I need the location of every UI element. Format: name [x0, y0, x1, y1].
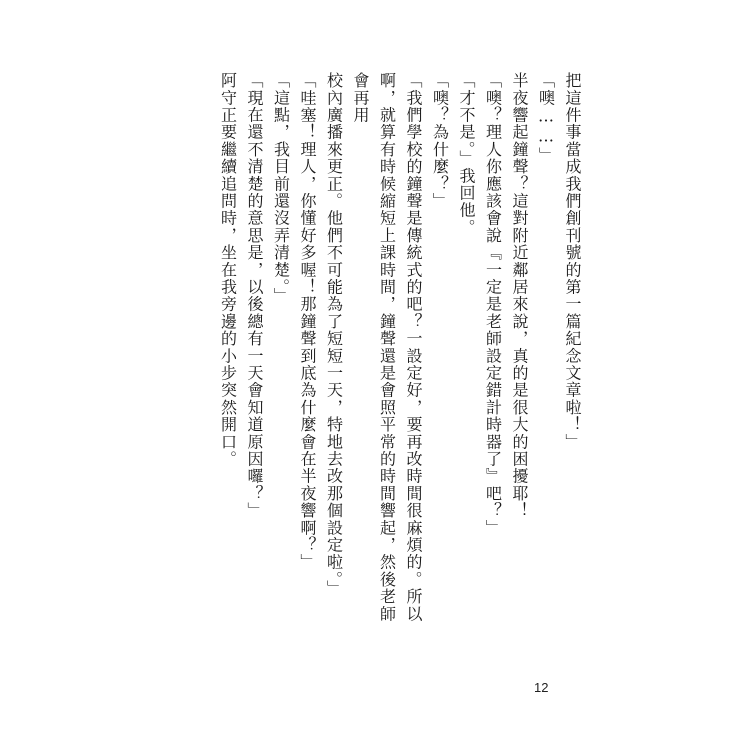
paragraph: 「我們學校的鐘聲是傳統式的吧？一設定好，要再改時間很麻煩的。所以: [404, 72, 423, 623]
paragraph: 「噢……」: [536, 72, 556, 164]
paragraph: 校內廣播來更正。他們不可能為了短短一天，特地去改那個設定啦。」: [324, 72, 344, 598]
paragraph: 「現在還不清楚的意思是，以後總有一天會知道原因囉？」: [245, 72, 264, 520]
paragraph: 「哇塞！理人，你懂好多喔！那鐘聲到底為什麼會在半夜響啊？」: [298, 72, 317, 571]
paragraph: 半夜響起鐘聲？這對附近鄰居來說，真的是很大的困擾耶！: [510, 72, 529, 520]
paragraph: 「才不是。」我回他。: [457, 72, 476, 236]
paragraph: 「噢？為什麼？」: [430, 72, 450, 210]
paragraph: 啊，就算有時候縮短上課時間，鐘聲還是會照平常的時間響起，然後老師會再用: [351, 72, 397, 623]
paragraph: 阿守正要繼續追問時，坐在我旁邊的小步突然開口。: [218, 72, 238, 468]
vertical-text-body: [214, 72, 585, 632]
page-number: 12: [534, 680, 549, 695]
paragraph: 「噢？理人你應該會說『一定是老師設定錯計時器了』吧？」: [483, 72, 503, 537]
paragraph: 「這點，我目前還沒弄清楚。」: [271, 72, 291, 305]
paragraph: 把這件事當成我們創刊號的第一篇紀念文章啦！」: [563, 72, 582, 451]
